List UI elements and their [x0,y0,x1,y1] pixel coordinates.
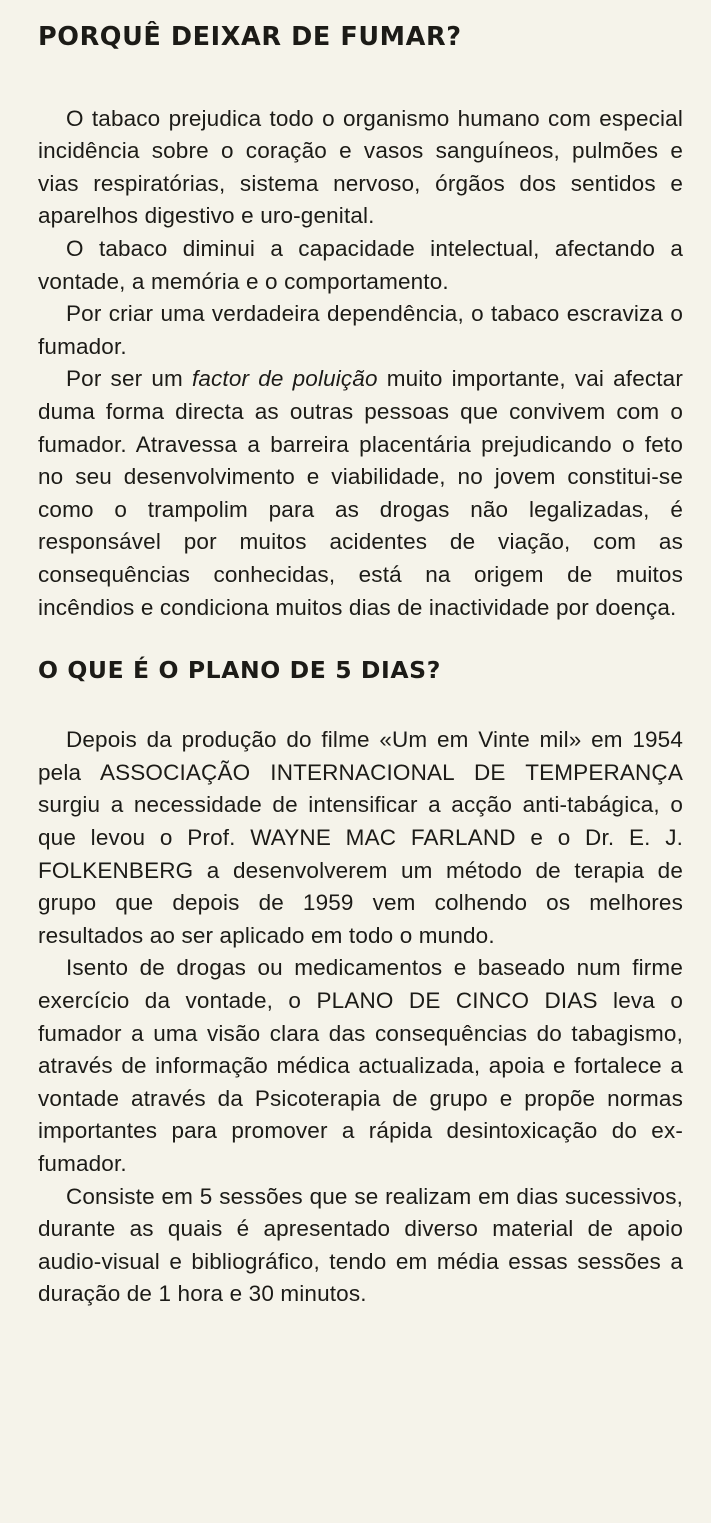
paragraph-text: Por ser um [66,366,192,392]
section-heading-why-quit: PORQUÊ DEIXAR DE FUMAR? [38,22,462,52]
paragraph [38,363,683,624]
document-page [38,22,683,1311]
paragraph: Por criar uma verdadeira dependência, o tabaco escraviza o fumador. [38,301,683,359]
paragraph: O tabaco prejudica todo o organismo humano com especial incidência sobre o coração e vasos sanguíneos, pulmões e vias respiratórias, sistema nervoso, órgãos dos sentidos e aparelhos digestivo e uro-genital. [38,105,683,229]
paragraph: Consiste em 5 sessões que se realizam em dias sucessivos, durante as quais é apresentado diverso material de apoio audio-visual e bibliográfico, tendo em média essas sessões a duração de 1 hora e 30 minutos. [38,1183,683,1307]
paragraph-text: muito importante, vai afectar duma forma directa as outras pessoas que convivem com o fumador. Atravessa a barreira placentária prejudicando o feto no seu desenvolvimento e viabilidade, no jovem constitui-se como o trampolim para as drogas não legalizadas, é responsável por muitos acidentes de viação, com as consequências conhecidas, está na origem de muitos incêndios e condiciona muitos dias de inactividade por doença. [38,366,683,620]
paragraph: O tabaco diminui a capacidade intelectual, afectando a vontade, a memória e o comportamento. [38,235,683,294]
paragraph: Isento de drogas ou medicamentos e baseado num firme exercício da vontade, o PLANO DE CINCO DIAS leva o fumador a uma visão clara das consequências do tabagismo, através de informação médica actualizada, apoia e fortalece a vontade através da Psicoterapia de grupo e propõe normas importantes para promover a rápida desintoxicação do ex-fumador. [38,955,683,1176]
paragraph: Depois da produção do filme «Um em Vinte mil» em 1954 pela ASSOCIAÇÃO INTERNACIONAL DE TEMPERANÇA surgiu a necessidade de intensificar a acção anti-tabágica, o que levou o Prof. WAYNE MAC FARLAND e o Dr. E. J. FOLKENBERG a desenvolverem um método de terapia de grupo que depois de 1959 vem colhendo os melhores resultados ao ser aplicado em todo o mundo. [38,727,683,948]
emphasis-text: factor de poluição [191,366,378,392]
section-heading-plan: O QUE É O PLANO DE 5 DIAS? [38,656,441,685]
